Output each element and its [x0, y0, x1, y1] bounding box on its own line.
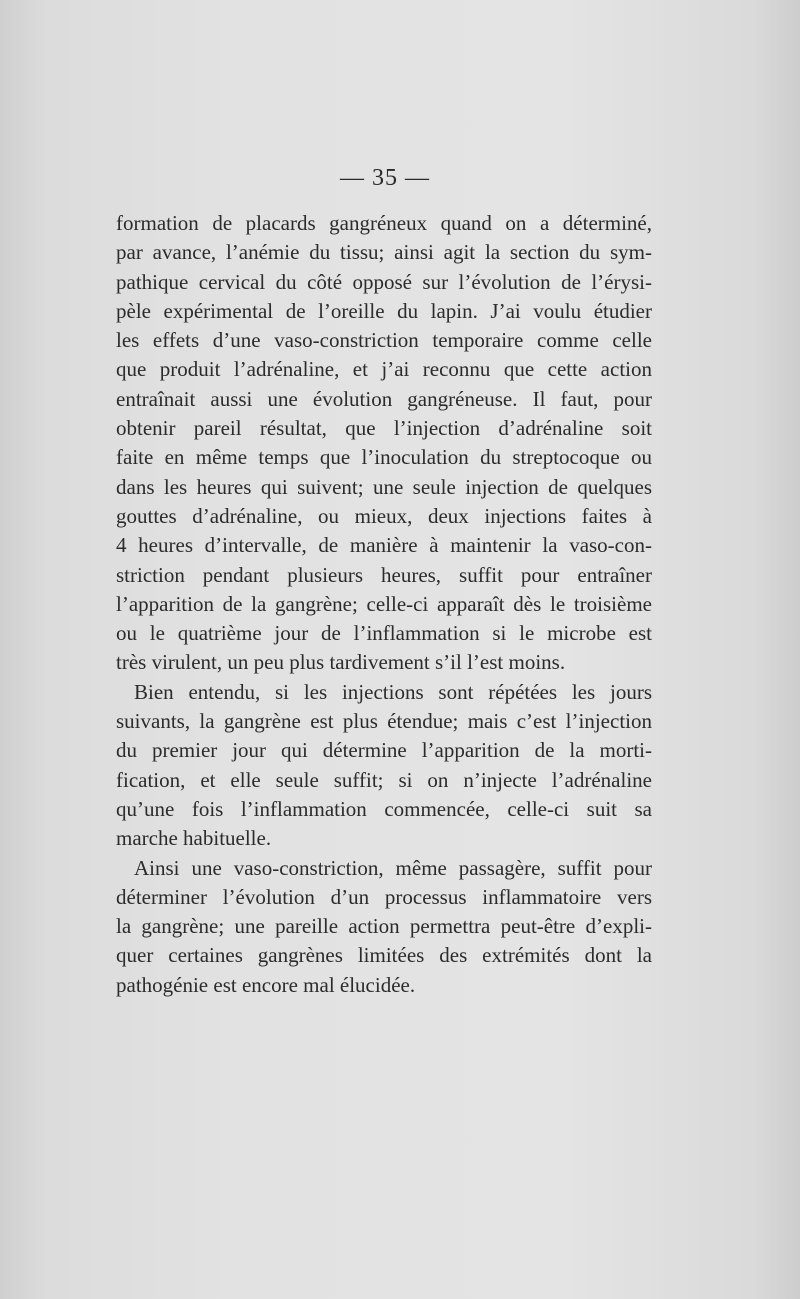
text-line: striction pendant plusieurs heures, suffit pour entraîner [116, 562, 652, 587]
page-number: — 35 — [340, 165, 430, 191]
text-line: du premier jour qui détermine l’apparition de la morti- [116, 738, 652, 763]
text-line: fication, et elle seule suffit; si on n’injecte l’adrénaline [116, 767, 652, 792]
text-line: pathogénie est encore mal élucidée. [116, 972, 416, 997]
text-line: obtenir pareil résultat, que l’injection d’adrénaline soit [116, 416, 652, 441]
text-line: ou le quatrième jour de l’inflammation si le microbe est [116, 621, 652, 646]
body-text [116, 209, 652, 1000]
text-line: formation de placards gangréneux quand on a déterminé, [116, 211, 652, 235]
text-line: suivants, la gangrène est plus étendue; mais c’est l’injection [116, 709, 652, 734]
text-line: par avance, l’anémie du tissu; ainsi agit la section du sym- [116, 240, 652, 265]
text-line: Bien entendu, si les injections sont répétées les jours [134, 679, 652, 704]
text-line: qu’une fois l’inflammation commencée, celle-ci suit sa [116, 796, 652, 821]
text-line: que produit l’adrénaline, et j’ai reconnu que cette action [116, 357, 652, 382]
text-line: pathique cervical du côté opposé sur l’évolution de l’érysi- [116, 269, 652, 294]
text-line: 4 heures d’intervalle, de manière à maintenir la vaso-con- [116, 533, 652, 558]
text-line: très virulent, un peu plus tardivement s’il l’est moins. [116, 650, 566, 675]
text-line: entraînait aussi une évolution gangréneuse. Il faut, pour [116, 386, 652, 411]
text-line: faite en même temps que l’inoculation du streptocoque ou [116, 445, 652, 470]
text-line: la gangrène; une pareille action permettra peut-être d’expli- [116, 914, 652, 939]
text-line: déterminer l’évolution d’un processus inflammatoire vers [116, 884, 652, 909]
text-line: gouttes d’adrénaline, ou mieux, deux injections faites à [116, 503, 652, 528]
text-line: dans les heures qui suivent; une seule injection de quelques [116, 474, 652, 499]
text-line: pèle expérimental de l’oreille du lapin. J’ai voulu étudier [116, 298, 652, 323]
text-line: les effets d’une vaso-constriction temporaire comme celle [116, 328, 652, 353]
text-line: l’apparition de la gangrène; celle-ci apparaît dès le troisième [116, 591, 652, 616]
text-line: quer certaines gangrènes limitées des extrémités dont la [116, 943, 652, 968]
text-line: marche habituelle. [116, 826, 272, 851]
text-line: Ainsi une vaso-constriction, même passagère, suffit pour [134, 855, 652, 880]
